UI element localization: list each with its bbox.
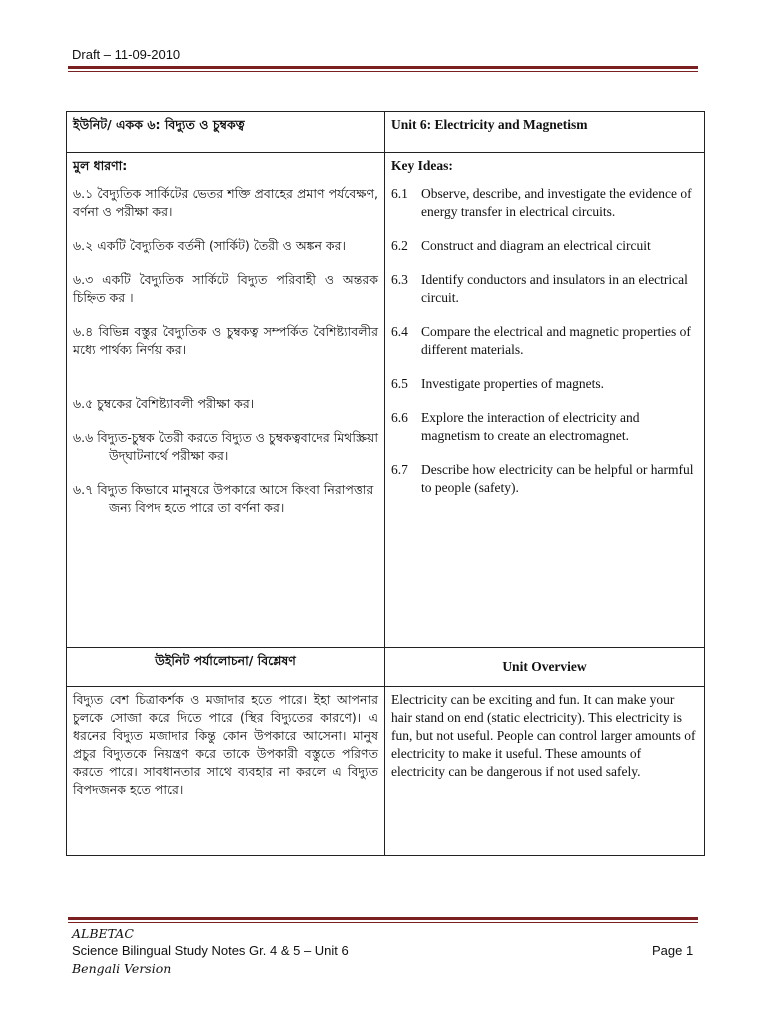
key-idea-en-6-3 — [391, 271, 698, 307]
key-idea-bn-6-2: ৬.২ একটি বৈদ্যুতিক বর্তনী (সার্কিট) তৈরী ও অঙ্কন কর। — [73, 238, 346, 253]
key-idea-en-num: 6.7 — [391, 462, 408, 477]
overview-text-bn: বিদ্যুত বেশ চিত্রাকর্শক ও মজাদার হতে পারে। ইহা আপনার চুলকে সোজা করে দিতে পারে (স্থির বিদ্যুতের কারণে)। এ ধরনের বিদ্যুত মজাদার কিন্তু কোন উপকারে আসেনা। মানুষ প্রচুর বিদ্যুতকে নিয়ন্ত্রণ করে তাকে উপকারী বস্তুতে পরিণত করতে পারে। সাবধানতার সাথে ব্যবহার না করলে এ বিদ্যুত বিপদজনক হতে পারে। — [67, 687, 385, 856]
bilingual-table — [66, 111, 705, 856]
key-idea-en-text: Identify conductors and insulators in an electrical circuit. — [421, 272, 688, 305]
key-idea-en-num: 6.1 — [391, 186, 408, 201]
overview-title-en: Unit Overview — [385, 648, 705, 687]
key-idea-bn-6-1: ৬.১ বৈদ্যুতিক সার্কিটের ভেতর শক্তি প্রবাহের প্রমাণ পর্যবেক্ষণ, বর্ণনা ও পরীক্ষা কর। — [73, 186, 378, 219]
page-number: Page 1 — [652, 943, 694, 958]
draft-date: Draft – 11-09-2010 — [72, 47, 181, 62]
key-idea-en-text: Describe how electricity can be helpful or harmful to people (safety). — [421, 462, 694, 495]
key-idea-en-text: Compare the electrical and magnetic properties of different materials. — [421, 324, 691, 357]
key-idea-bn-6-6: ৬.৬ বিদ্যুত-চুম্বক তৈরী করতে বিদ্যুত ও চুম্বকত্ববাদের মিথস্ক্রিয়া উদ্‌ঘাটনার্থে পরীক্ষা কর। — [73, 430, 378, 463]
overview-title-bn: উইনিট পর্যালোচনা/ বিশ্লেষণ — [67, 648, 385, 687]
key-idea-en-6-7 — [391, 461, 698, 497]
footer-rule-thin — [68, 922, 698, 923]
footer-title: Science Bilingual Study Notes Gr. 4 & 5 – Unit 6 — [72, 943, 349, 958]
key-idea-en-6-6 — [391, 409, 698, 445]
key-idea-bn-6-5: ৬.৫ চুম্বকের বৈশিষ্ট্যাবলী পরীক্ষা কর। — [73, 396, 255, 411]
key-idea-en-text: Construct and diagram an electrical circuit — [421, 238, 651, 253]
unit-title-bn: ইউনিট/ একক ৬: বিদ্যুত ও চুম্বকত্ব — [67, 112, 385, 153]
key-idea-bn-6-4: ৬.৪ বিভিন্ন বস্তুর বৈদ্যুতিক ও চুম্বকত্ব সম্পর্কিত বৈশিষ্ট্যাবলীর মধ্যে পার্থক্য নির্ণয় কর। — [73, 324, 378, 357]
header-rule-thick — [68, 66, 698, 69]
overview-body-row — [67, 687, 705, 856]
footer-rule-thick — [68, 917, 698, 920]
key-idea-en-text: Investigate properties of magnets. — [421, 376, 604, 391]
key-ideas-en-title: Key Ideas: — [391, 158, 453, 173]
key-idea-bn-6-3: ৬.৩ একটি বৈদ্যুতিক সার্কিটে বিদ্যুত পরিবাহী ও অন্তরক চিহ্নিত কর । — [73, 272, 378, 305]
key-idea-en-text: Observe, describe, and investigate the evidence of energy transfer in electrical circuits. — [421, 186, 692, 219]
key-idea-en-text: Explore the interaction of electricity and magnetism to create an electromagnet. — [421, 410, 640, 443]
key-idea-en-6-2 — [391, 237, 698, 255]
key-idea-en-6-4 — [391, 323, 698, 359]
key-idea-en-num: 6.3 — [391, 272, 408, 287]
unit-title-en: Unit 6: Electricity and Magnetism — [385, 112, 705, 153]
overview-text-en: Electricity can be exciting and fun. It can make your hair stand on end (static electricity). This electricity is fun, but not useful. People can control larger amounts of electricity to make it useful. These amounts of electricity can be dangerous if not used safely. — [385, 687, 705, 856]
key-idea-en-num: 6.2 — [391, 238, 408, 253]
key-ideas-row — [67, 153, 705, 648]
key-ideas-bn-cell — [67, 153, 385, 648]
key-ideas-en-cell — [385, 153, 705, 648]
key-ideas-bn-title: মুল ধারণা: — [73, 158, 128, 173]
footer-org: ALBETAC — [72, 926, 134, 941]
key-idea-en-num: 6.5 — [391, 376, 408, 391]
key-idea-en-6-5 — [391, 375, 698, 393]
header-rule-thin — [68, 71, 698, 72]
key-idea-en-6-1 — [391, 185, 698, 221]
overview-title-row — [67, 648, 705, 687]
key-idea-en-num: 6.6 — [391, 410, 408, 425]
key-idea-en-num: 6.4 — [391, 324, 408, 339]
footer-version: Bengali Version — [72, 961, 172, 976]
unit-title-row — [67, 112, 705, 153]
key-idea-bn-6-7: ৬.৭ বিদ্যুত কিভাবে মানুষরে উপকারে আসে কিংবা নিরাপত্তার জন্য বিপদ হতে পারে তা বর্ণনা কর। — [73, 482, 374, 515]
